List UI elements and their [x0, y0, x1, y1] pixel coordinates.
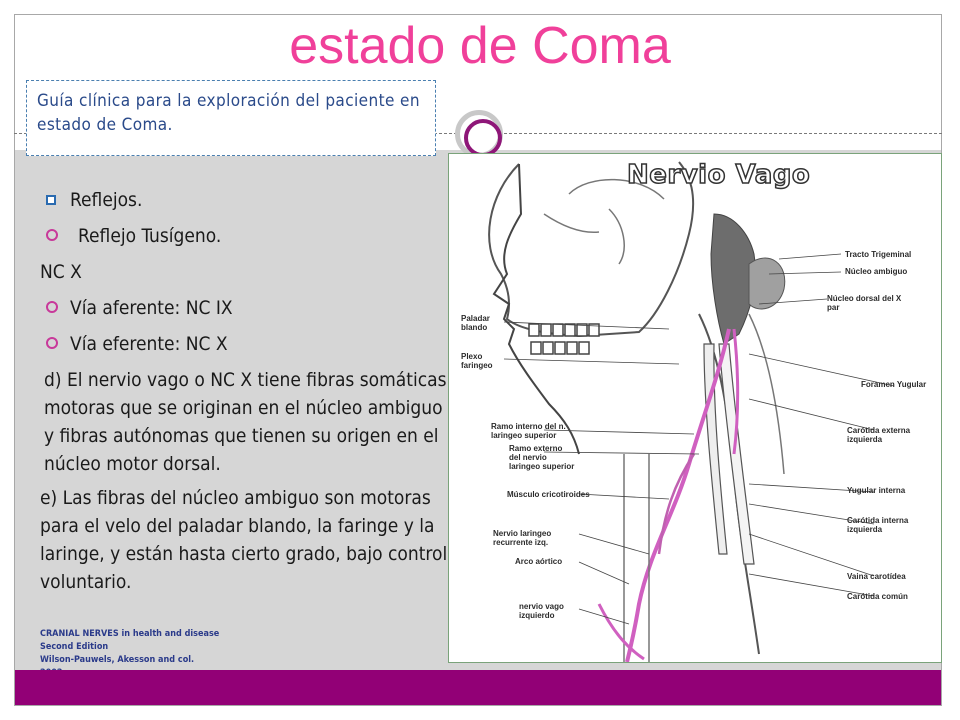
label-tracto-trigeminal: Tracto Trigeminal: [845, 250, 912, 259]
figure-title: Nervio Vago: [627, 160, 811, 190]
label-musculo-cricotiroides: Músculo cricotiroides: [507, 490, 590, 499]
label-nucleo-ambiguo: Núcleo ambiguo: [845, 267, 908, 276]
label-nucleo-dorsal: Núcleo dorsal del X par: [827, 294, 902, 312]
citation-line: Second Edition: [40, 642, 109, 652]
label-nervio-vago-izquierdo: nervio vago izquierdo: [519, 602, 564, 620]
label-plexo-faringeo: Plexo faringeo: [461, 352, 493, 370]
citation-line: Wilson-Pauwels, Akesson and col.: [40, 655, 195, 665]
item-text: Vía eferente: NC X: [70, 333, 228, 355]
vagus-nerve-branch: [734, 329, 738, 454]
trachea: [624, 454, 649, 662]
label-ramo-externo: Ramo externo del nervio laringeo superior: [509, 444, 575, 471]
label-nervio-laringeo: Nervio laringeo recurrente izq.: [493, 529, 552, 547]
footer-bar: [15, 670, 941, 705]
item-text: Reflejos.: [70, 189, 143, 211]
item-text: Vía aferente: NC IX: [70, 297, 233, 319]
label-foramen-yugular: Foramen Yugular: [861, 380, 927, 389]
list-item: [40, 222, 450, 250]
decorative-ring-icon: [455, 110, 503, 158]
paragraph-d: d) El nervio vago o NC X tiene fibras somáticas motoras que se originan en el núcleo ambiguo y fibras autónomas que tienen su origen en el núcleo motor dorsal.: [44, 369, 447, 475]
item-text: NC X: [40, 261, 82, 283]
teeth: [529, 324, 599, 354]
circle-bullet-icon: [46, 337, 58, 349]
list-item: [40, 330, 450, 358]
anatomy-illustration: [449, 154, 941, 662]
list-item: [40, 294, 450, 322]
label-vaina-carotidea: Vaina carotídea: [847, 572, 906, 581]
circle-bullet-icon: [46, 301, 58, 313]
label-arco-aortico: Arco aórtico: [515, 557, 563, 566]
label-paladar-blando: Paladar blando: [461, 314, 490, 332]
slide-title-line2: estado de Coma: [289, 17, 671, 75]
label-carotida-externa: Carótida externa izquierda: [847, 426, 911, 444]
cerebellum: [749, 258, 785, 309]
label-yugular-interna: Yugular interna: [847, 486, 906, 495]
label-carotida-interna: Carótida interna izquierda: [847, 516, 909, 534]
face-profile: [494, 164, 579, 454]
subtitle-box: Guía clínica para la exploración del paciente en estado de Coma.: [26, 80, 436, 156]
list-item: [40, 186, 450, 214]
cervical-spine-edge: [749, 314, 784, 474]
citation-line: CRANIAL NERVES in health and disease: [40, 629, 220, 639]
item-text: Reflejo Tusígeno.: [78, 225, 222, 247]
content-text: [40, 186, 450, 602]
label-ramo-interno: Ramo interno del n. laringeo superior: [491, 422, 566, 440]
paragraph-e: e) Las fibras del núcleo ambiguo son motoras para el velo del paladar blando, la faringe y la laringe, y están hasta cierto grado, bajo control voluntario.: [40, 487, 448, 593]
skull-detail: [544, 180, 664, 264]
list-item: [40, 258, 450, 286]
vagus-nerve-figure: [448, 153, 942, 663]
circle-bullet-icon: [46, 229, 58, 241]
square-bullet-icon: [46, 195, 56, 205]
label-carotida-comun: Carótida común: [847, 592, 908, 601]
